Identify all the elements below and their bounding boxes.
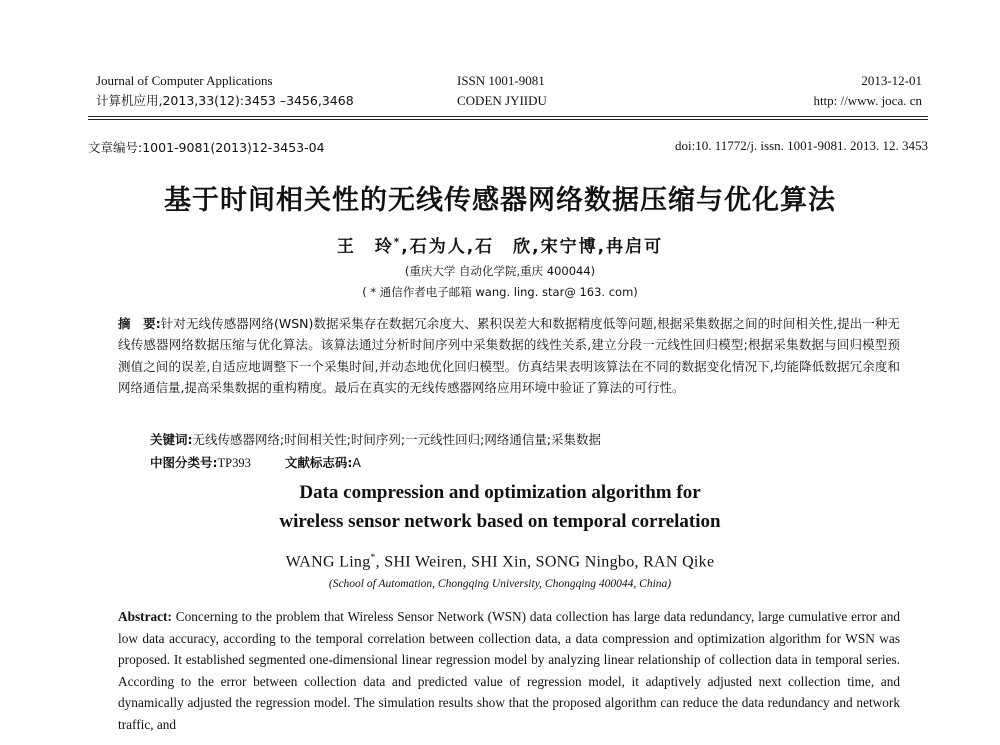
corresponding-mark-cn: * [393, 237, 402, 249]
keywords-label-cn: 关键词: [150, 432, 193, 447]
paper-title-en-line2: wireless sensor network based on temporal correlation [279, 511, 721, 532]
abstract-text-en: Concerning to the problem that Wireless Sensor Network (WSN) data collection has large data redundancy, large cumulative error and low data accuracy, according to the temporal correlation between collection data, a data compression and optimization algorithm for WSN was proposed. It established segmented one-dimensional linear regression model by analyzing linear relationship of collection data in temporal series. According to the error between collection data and predicted value of regression model, it adaptively adjusted next collection time, and dynamically adjusted the regression model. The simulation results show that the proposed algorithm can reduce the data redundancy and network traffic, and [118, 609, 900, 732]
classification-row [150, 453, 361, 471]
keywords-text-cn: 无线传感器网络;时间相关性;时间序列;一元线性回归;网络通信量;采集数据 [192, 432, 602, 447]
header-rule-top [88, 116, 928, 117]
abstract-text-cn: 针对无线传感器网络(WSN)数据采集存在数据冗余度大、累积误差大和数据精度低等问题,根据采集数据之间的时间相关性,提出一种无线传感器网络数据压缩与优化算法。该算法通过分析时间序列中采集数据的线性关系,建立分段一元线性回归模型;根据采集数据与回归模型预测值之间的误差,自适应地调整下一个采集时间,并动态地优化回归模型。仿真结果表明该算法在不同的数据变化情况下,均能降低数据冗余度和网络通信量,提高采集数据的重构精度。最后在真实的无线传感器网络应用环境中验证了算法的可行性。 [118, 316, 900, 396]
abstract-label-en: Abstract: [118, 609, 172, 624]
doc-code-label: 文献标志码: [284, 455, 353, 470]
paper-title-cn: 基于时间相关性的无线传感器网络数据压缩与优化算法 [164, 185, 836, 216]
publish-date: 2013-12-01 [861, 73, 922, 88]
keywords-cn [150, 430, 601, 448]
journal-url: http: //www. joca. cn [813, 93, 922, 108]
affiliation-en: (School of Automation, Chongqing University, Chongqing 400044, China) [328, 578, 672, 590]
abstract-label-cn: 摘 要: [118, 316, 161, 331]
paper-title-en-line1: Data compression and optimization algorithm for [299, 482, 701, 503]
authors-rest-en: , SHI Weiren, SHI Xin, SONG Ningbo, RAN Qike [375, 553, 715, 571]
affiliation-cn: (重庆大学 自动化学院,重庆 400044) [404, 264, 596, 278]
journal-citation-cn: 计算机应用,2013,33(12):3453 –3456,3468 [96, 93, 354, 108]
clc-value: TP393 [217, 456, 251, 470]
coden: CODEN JYIIDU [457, 93, 547, 108]
author-first-cn: 王 玲 [336, 237, 394, 257]
article-number: 文章编号:1001-9081(2013)12-3453-04 [88, 140, 325, 155]
author-first-en: WANG Ling [285, 553, 371, 571]
authors-rest-cn: ,石为人,石 欣,宋宁博,冉启可 [401, 237, 664, 257]
header-rule-bottom [88, 119, 928, 120]
corresponding-mark-en: * [370, 552, 376, 563]
doc-code-value: A [352, 455, 361, 470]
clc-label: 中图分类号: [150, 455, 218, 470]
corresponding-email-cn: ( * 通信作者电子邮箱 wang. ling. star@ 163. com) [362, 285, 638, 299]
issn: ISSN 1001-9081 [457, 73, 545, 88]
abstract-en [118, 606, 900, 736]
abstract-cn [118, 313, 900, 399]
authors-en [0, 552, 1000, 571]
doi: doi:10. 11772/j. issn. 1001-9081. 2013. 12. 3453 [674, 138, 928, 153]
authors-cn [0, 232, 1000, 257]
journal-name-en: Journal of Computer Applications [96, 73, 273, 88]
